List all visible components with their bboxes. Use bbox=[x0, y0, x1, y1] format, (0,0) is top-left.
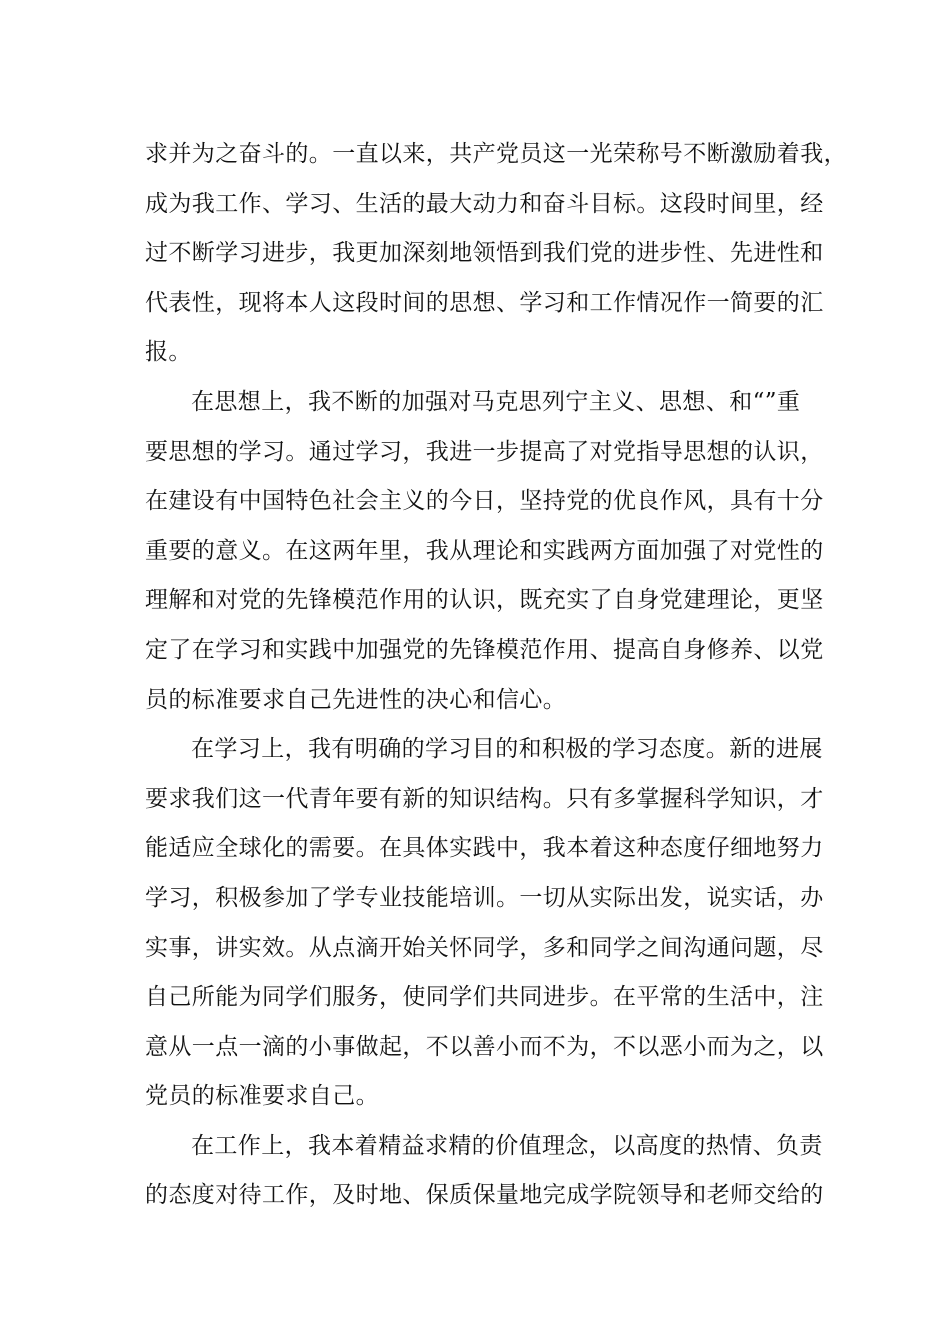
text-line: 党员的标准要求自己。 bbox=[145, 1083, 379, 1110]
text-line: 能适应全球化的需要。在具体实践中，我本着这种态度仔细地努力 bbox=[145, 835, 824, 862]
text-line: 要思想的学习。通过学习，我进一步提高了对党指导思想的认识， bbox=[145, 438, 824, 465]
text-line: 过不断学习进步，我更加深刻地领悟到我们党的进步性、先进性和 bbox=[145, 240, 824, 267]
text-line: 理解和对党的先锋模范作用的认识，既充实了自身党建理论，更坚 bbox=[145, 587, 824, 614]
text-line: 报。 bbox=[145, 339, 192, 366]
text-line: 学习，积极参加了学专业技能培训。一切从实际出发，说实话，办 bbox=[145, 884, 824, 911]
text-line: 要求我们这一代青年要有新的知识结构。只有多掌握科学知识，才 bbox=[145, 785, 824, 812]
paragraph-start-line: 在思想上，我不断的加强对马克思列宁主义、思想、和“”重 bbox=[191, 388, 801, 415]
document-body bbox=[145, 130, 847, 1221]
text-line: 实事，讲实效。从点滴开始关怀同学，多和同学之间沟通问题，尽 bbox=[145, 934, 824, 961]
text-line: 员的标准要求自己先进性的决心和信心。 bbox=[145, 686, 567, 713]
text-line: 定了在学习和实践中加强党的先锋模范作用、提高自身修养、以党 bbox=[145, 636, 824, 663]
text-line: 成为我工作、学习、生活的最大动力和奋斗目标。这段时间里，经 bbox=[145, 190, 824, 217]
text-line: 代表性，现将本人这段时间的思想、学习和工作情况作一简要的汇 bbox=[145, 289, 824, 316]
text-line: 重要的意义。在这两年里，我从理论和实践两方面加强了对党性的 bbox=[145, 537, 824, 564]
text-line: 的态度对待工作，及时地、保质保量地完成学院领导和老师交给的 bbox=[145, 1182, 824, 1209]
paragraph-start-line: 在学习上，我有明确的学习目的和积极的学习态度。新的进展 bbox=[191, 736, 823, 763]
text-line: 求并为之奋斗的。一直以来，共产党员这一光荣称号不断激励着我， bbox=[145, 141, 847, 167]
text-line: 意从一点一滴的小事做起，不以善小而不为，不以恶小而为之，以 bbox=[145, 1033, 824, 1060]
paragraph-start-line: 在工作上，我本着精益求精的价值理念，以高度的热情、负责 bbox=[191, 1132, 823, 1159]
text-line: 自己所能为同学们服务，使同学们共同进步。在平常的生活中，注 bbox=[145, 984, 824, 1011]
text-line: 在建设有中国特色社会主义的今日，坚持党的优良作风，具有十分 bbox=[145, 488, 824, 515]
